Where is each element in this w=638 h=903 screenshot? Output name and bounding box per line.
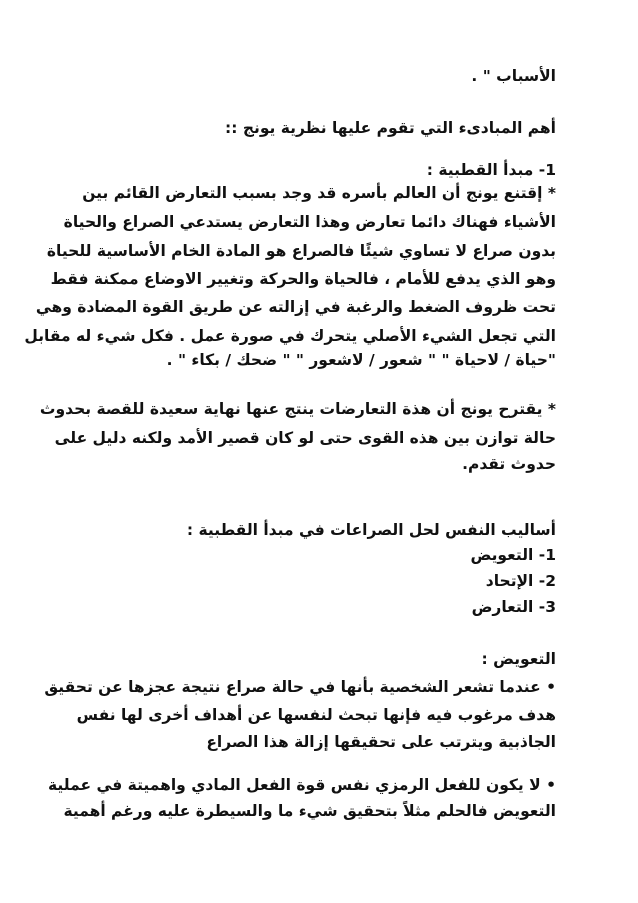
text-line: حدوث تقدم. xyxy=(462,455,556,473)
text-line: * يقترح يونج أن هذة التعارضات ينتج عنها نهاية سعيدة للقصة بحدوث xyxy=(39,400,556,418)
text-line: الأشياء فهناك دائما تعارض وهذا التعارض يستدعي الصراع والحياة xyxy=(63,213,556,231)
text-line: هدف مرغوب فيه فإنها تبحث لنفسها عن أهداف أخرى لها نفس xyxy=(76,706,556,724)
text-line: "حياة / لاحياة " " شعور / لاشعور " " ضحك / بكاء " . xyxy=(166,351,556,369)
bullet-item: • لا يكون للفعل الرمزي نفس قوة الفعل المادي واهميتة في عملية xyxy=(48,776,556,794)
text-line: التي تجعل الشيء الأصلي يتحرك في صورة عمل . فكل شيء له مقابل xyxy=(24,327,556,345)
section-heading: أساليب النفس لحل الصراعات في مبدأ القطبية : xyxy=(186,521,556,539)
text-line: حالة توازن بين هذه القوى حتى لو كان قصير الأمد ولكنه دليل على xyxy=(54,429,556,447)
text-line: وهو الذي يدفع للأمام ، فالحياة والحركة وتغيير الاوضاع ممكنة فقط xyxy=(50,270,556,288)
list-item: 3- التعارض xyxy=(471,598,556,616)
text-line: الجاذبية ويترتب على تحقيقها إزالة هذا الصراع xyxy=(206,733,556,751)
text-line: * إقتنع يونج أن العالم بأسره قد وجد بسبب التعارض القائم بين xyxy=(82,184,556,202)
text-line: تحت ظروف الضغط والرغبة في إزالته عن طريق القوة المضادة وهي xyxy=(35,298,556,316)
list-item: 2- الإتحاد xyxy=(485,572,556,590)
text-line: الأسباب " . xyxy=(471,67,556,85)
section-heading: أهم المبادىء التي تقوم عليها نظرية يونج :: xyxy=(225,119,556,137)
list-item: 1- التعويض xyxy=(470,546,556,564)
bullet-item: • عندما تشعر الشخصية بأنها في حالة صراع نتيجة عجزها عن تحقيق xyxy=(44,678,556,696)
section-heading: التعويض : xyxy=(481,650,556,668)
text-line: بدون صراع لا تساوي شيئًا فالصراع هو المادة الخام الأساسية للحياة xyxy=(46,242,556,260)
text-line: التعويض فالحلم مثلاً بتحقيق شيء ما والسيطرة عليه ورغم أهمية xyxy=(63,802,556,820)
list-item: 1- مبدأ القطبية : xyxy=(426,161,556,179)
